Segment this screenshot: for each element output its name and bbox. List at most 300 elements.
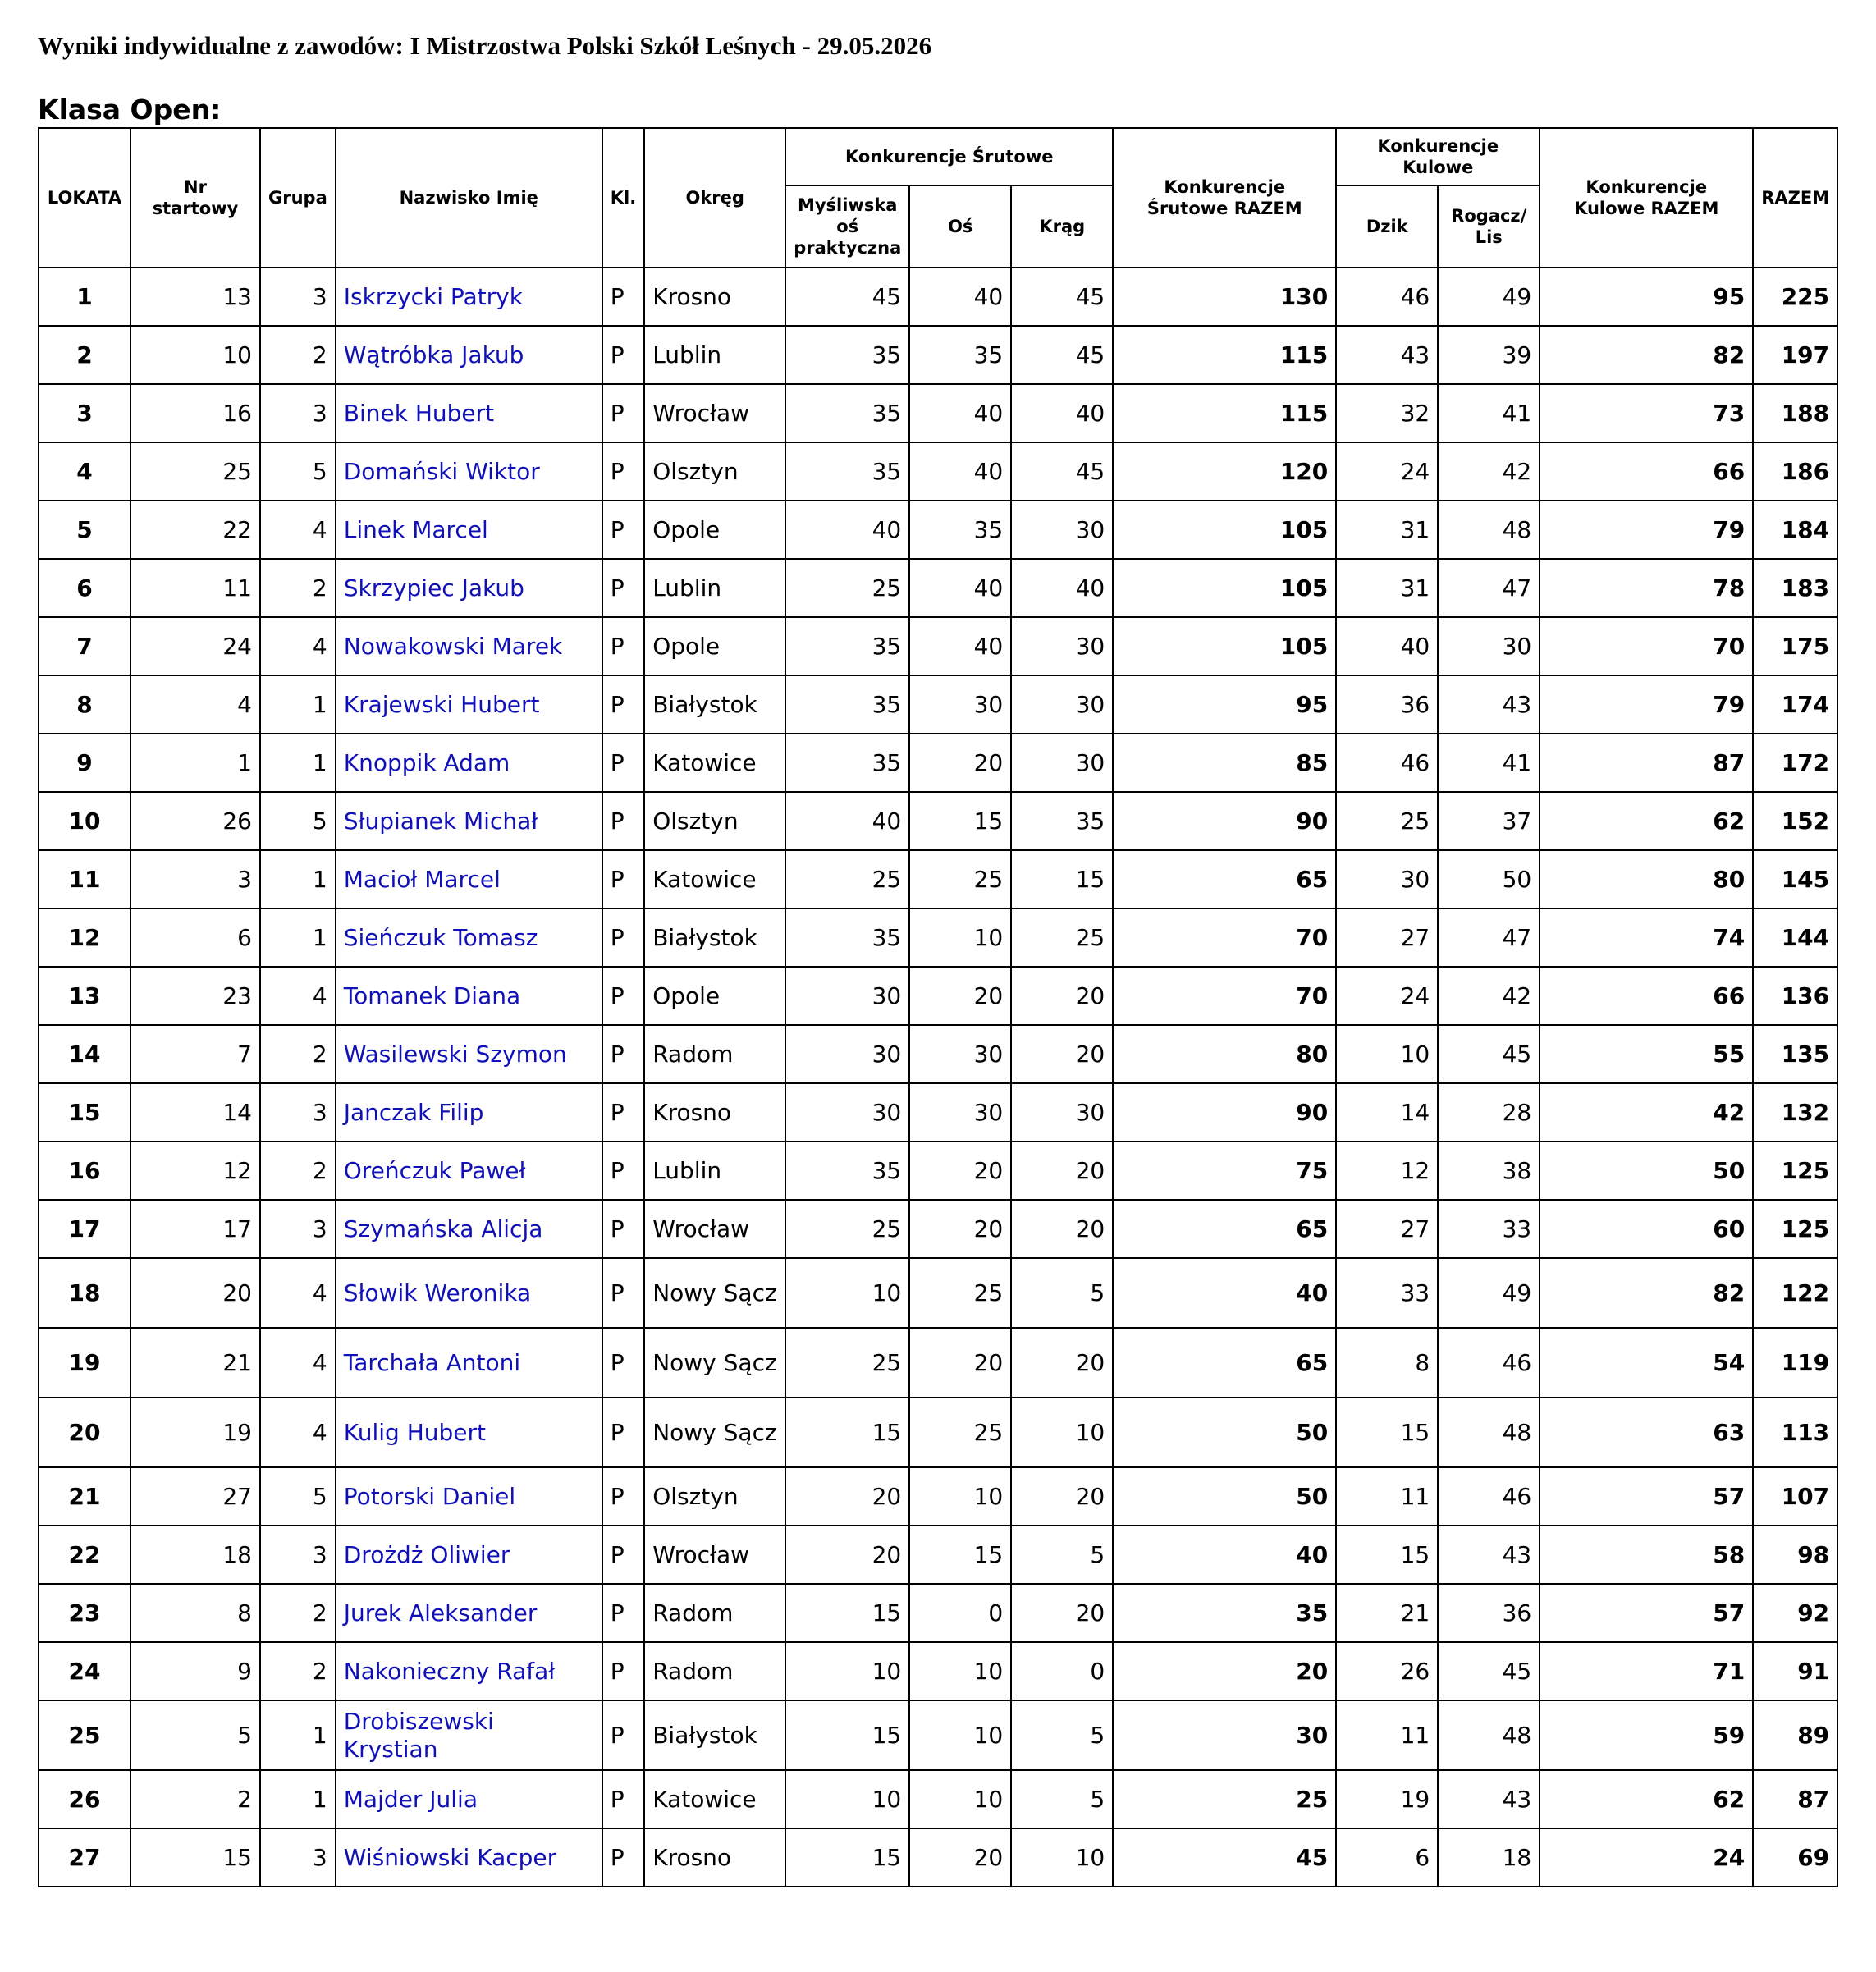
cell-okreg: Białystok — [644, 675, 785, 734]
header-nr-startowy: Nr startowy — [130, 128, 260, 268]
cell-nr-startowy: 25 — [130, 442, 260, 501]
cell-mysliwska-os: 40 — [785, 501, 909, 559]
cell-lokata: 9 — [39, 734, 130, 792]
cell-klasa: P — [602, 734, 644, 792]
cell-razem: 92 — [1753, 1584, 1837, 1642]
cell-krag: 20 — [1011, 1467, 1113, 1526]
cell-klasa: P — [602, 1828, 644, 1887]
cell-razem: 225 — [1753, 268, 1837, 326]
table-row — [39, 1398, 1837, 1467]
cell-kulowe-razem: 60 — [1540, 1200, 1753, 1258]
cell-kulowe-razem: 50 — [1540, 1142, 1753, 1200]
header-okreg: Okręg — [644, 128, 785, 268]
cell-rogacz-lis: 33 — [1438, 1200, 1540, 1258]
cell-klasa: P — [602, 559, 644, 617]
cell-nazwisko-imie: Krajewski Hubert — [336, 675, 602, 734]
cell-okreg: Krosno — [644, 1828, 785, 1887]
cell-kulowe-razem: 62 — [1540, 1770, 1753, 1828]
cell-rogacz-lis: 46 — [1438, 1467, 1540, 1526]
cell-os: 10 — [909, 1642, 1011, 1700]
table-row — [39, 1700, 1837, 1770]
cell-kulowe-razem: 66 — [1540, 967, 1753, 1025]
cell-nazwisko-imie: Binek Hubert — [336, 384, 602, 442]
cell-rogacz-lis: 46 — [1438, 1328, 1540, 1398]
cell-razem: 172 — [1753, 734, 1837, 792]
cell-dzik: 25 — [1336, 792, 1438, 850]
table-row — [39, 1258, 1837, 1328]
cell-mysliwska-os: 10 — [785, 1258, 909, 1328]
cell-grupa: 3 — [260, 1828, 336, 1887]
cell-nazwisko-imie: Tarchała Antoni — [336, 1328, 602, 1398]
cell-krag: 25 — [1011, 908, 1113, 967]
cell-os: 30 — [909, 1083, 1011, 1142]
cell-grupa: 1 — [260, 850, 336, 908]
cell-okreg: Olsztyn — [644, 442, 785, 501]
cell-okreg: Wrocław — [644, 384, 785, 442]
cell-krag: 35 — [1011, 792, 1113, 850]
cell-lokata: 24 — [39, 1642, 130, 1700]
cell-mysliwska-os: 35 — [785, 617, 909, 675]
cell-klasa: P — [602, 1700, 644, 1770]
cell-dzik: 46 — [1336, 734, 1438, 792]
cell-nr-startowy: 4 — [130, 675, 260, 734]
cell-rogacz-lis: 45 — [1438, 1025, 1540, 1083]
cell-grupa: 3 — [260, 1526, 336, 1584]
cell-lokata: 5 — [39, 501, 130, 559]
cell-nr-startowy: 20 — [130, 1258, 260, 1328]
cell-razem: 186 — [1753, 442, 1837, 501]
cell-krag: 40 — [1011, 559, 1113, 617]
cell-srutowe-razem: 75 — [1113, 1142, 1336, 1200]
cell-okreg: Olsztyn — [644, 792, 785, 850]
cell-os: 0 — [909, 1584, 1011, 1642]
cell-grupa: 2 — [260, 1025, 336, 1083]
cell-grupa: 1 — [260, 1700, 336, 1770]
cell-kulowe-razem: 24 — [1540, 1828, 1753, 1887]
cell-rogacz-lis: 30 — [1438, 617, 1540, 675]
cell-grupa: 5 — [260, 442, 336, 501]
cell-kulowe-razem: 95 — [1540, 268, 1753, 326]
cell-krag: 30 — [1011, 675, 1113, 734]
cell-os: 20 — [909, 967, 1011, 1025]
table-row — [39, 1584, 1837, 1642]
cell-krag: 45 — [1011, 268, 1113, 326]
cell-rogacz-lis: 36 — [1438, 1584, 1540, 1642]
cell-os: 10 — [909, 1700, 1011, 1770]
cell-srutowe-razem: 50 — [1113, 1398, 1336, 1467]
cell-razem: 132 — [1753, 1083, 1837, 1142]
cell-grupa: 4 — [260, 1328, 336, 1398]
cell-srutowe-razem: 105 — [1113, 559, 1336, 617]
cell-okreg: Krosno — [644, 1083, 785, 1142]
cell-krag: 20 — [1011, 1025, 1113, 1083]
cell-dzik: 46 — [1336, 268, 1438, 326]
cell-klasa: P — [602, 675, 644, 734]
cell-razem: 144 — [1753, 908, 1837, 967]
cell-srutowe-razem: 85 — [1113, 734, 1336, 792]
cell-rogacz-lis: 47 — [1438, 559, 1540, 617]
cell-kulowe-razem: 87 — [1540, 734, 1753, 792]
cell-nazwisko-imie: Słupianek Michał — [336, 792, 602, 850]
cell-grupa: 2 — [260, 559, 336, 617]
cell-rogacz-lis: 48 — [1438, 1700, 1540, 1770]
cell-razem: 107 — [1753, 1467, 1837, 1526]
cell-okreg: Katowice — [644, 1770, 785, 1828]
cell-kulowe-razem: 62 — [1540, 792, 1753, 850]
table-row — [39, 1142, 1837, 1200]
cell-lokata: 10 — [39, 792, 130, 850]
cell-krag: 10 — [1011, 1828, 1113, 1887]
cell-srutowe-razem: 65 — [1113, 1200, 1336, 1258]
cell-mysliwska-os: 35 — [785, 675, 909, 734]
cell-rogacz-lis: 43 — [1438, 675, 1540, 734]
cell-dzik: 40 — [1336, 617, 1438, 675]
cell-krag: 20 — [1011, 1328, 1113, 1398]
cell-klasa: P — [602, 967, 644, 1025]
cell-lokata: 6 — [39, 559, 130, 617]
cell-mysliwska-os: 30 — [785, 1083, 909, 1142]
cell-os: 20 — [909, 734, 1011, 792]
cell-grupa: 2 — [260, 326, 336, 384]
cell-srutowe-razem: 90 — [1113, 1083, 1336, 1142]
cell-lokata: 8 — [39, 675, 130, 734]
cell-grupa: 4 — [260, 1258, 336, 1328]
cell-klasa: P — [602, 617, 644, 675]
cell-mysliwska-os: 20 — [785, 1467, 909, 1526]
cell-lokata: 20 — [39, 1398, 130, 1467]
cell-dzik: 14 — [1336, 1083, 1438, 1142]
cell-krag: 20 — [1011, 1142, 1113, 1200]
cell-dzik: 11 — [1336, 1467, 1438, 1526]
cell-nazwisko-imie: Macioł Marcel — [336, 850, 602, 908]
cell-klasa: P — [602, 1398, 644, 1467]
cell-lokata: 23 — [39, 1584, 130, 1642]
cell-klasa: P — [602, 792, 644, 850]
cell-grupa: 4 — [260, 967, 336, 1025]
cell-nazwisko-imie: Nakonieczny Rafał — [336, 1642, 602, 1700]
cell-mysliwska-os: 40 — [785, 792, 909, 850]
cell-lokata: 25 — [39, 1700, 130, 1770]
cell-kulowe-razem: 82 — [1540, 1258, 1753, 1328]
cell-dzik: 36 — [1336, 675, 1438, 734]
cell-rogacz-lis: 48 — [1438, 501, 1540, 559]
cell-kulowe-razem: 59 — [1540, 1700, 1753, 1770]
cell-nr-startowy: 19 — [130, 1398, 260, 1467]
cell-kulowe-razem: 74 — [1540, 908, 1753, 967]
cell-srutowe-razem: 130 — [1113, 268, 1336, 326]
cell-grupa: 1 — [260, 908, 336, 967]
cell-srutowe-razem: 35 — [1113, 1584, 1336, 1642]
cell-dzik: 24 — [1336, 967, 1438, 1025]
cell-dzik: 12 — [1336, 1142, 1438, 1200]
table-row — [39, 268, 1837, 326]
cell-nr-startowy: 13 — [130, 268, 260, 326]
cell-okreg: Nowy Sącz — [644, 1328, 785, 1398]
cell-nr-startowy: 17 — [130, 1200, 260, 1258]
cell-nr-startowy: 22 — [130, 501, 260, 559]
cell-mysliwska-os: 15 — [785, 1828, 909, 1887]
cell-rogacz-lis: 43 — [1438, 1770, 1540, 1828]
cell-srutowe-razem: 40 — [1113, 1258, 1336, 1328]
cell-mysliwska-os: 25 — [785, 1200, 909, 1258]
cell-srutowe-razem: 50 — [1113, 1467, 1336, 1526]
cell-mysliwska-os: 35 — [785, 908, 909, 967]
cell-okreg: Opole — [644, 501, 785, 559]
cell-grupa: 5 — [260, 1467, 336, 1526]
cell-lokata: 4 — [39, 442, 130, 501]
table-row — [39, 326, 1837, 384]
header-rogacz-lis: Rogacz/ Lis — [1438, 185, 1540, 268]
cell-dzik: 6 — [1336, 1828, 1438, 1887]
header-krag: Krąg — [1011, 185, 1113, 268]
table-row — [39, 1025, 1837, 1083]
cell-grupa: 3 — [260, 384, 336, 442]
cell-krag: 20 — [1011, 967, 1113, 1025]
cell-dzik: 31 — [1336, 501, 1438, 559]
cell-okreg: Radom — [644, 1584, 785, 1642]
cell-kulowe-razem: 78 — [1540, 559, 1753, 617]
cell-okreg: Radom — [644, 1642, 785, 1700]
cell-os: 40 — [909, 268, 1011, 326]
cell-lokata: 11 — [39, 850, 130, 908]
cell-nazwisko-imie: Sieńczuk Tomasz — [336, 908, 602, 967]
cell-os: 25 — [909, 1398, 1011, 1467]
table-row — [39, 1828, 1837, 1887]
cell-srutowe-razem: 105 — [1113, 501, 1336, 559]
cell-okreg: Lublin — [644, 326, 785, 384]
cell-kulowe-razem: 66 — [1540, 442, 1753, 501]
cell-dzik: 33 — [1336, 1258, 1438, 1328]
cell-srutowe-razem: 120 — [1113, 442, 1336, 501]
cell-rogacz-lis: 41 — [1438, 384, 1540, 442]
cell-razem: 184 — [1753, 501, 1837, 559]
cell-rogacz-lis: 42 — [1438, 442, 1540, 501]
cell-nazwisko-imie: Wiśniowski Kacper — [336, 1828, 602, 1887]
cell-dzik: 11 — [1336, 1700, 1438, 1770]
cell-kulowe-razem: 79 — [1540, 675, 1753, 734]
cell-okreg: Katowice — [644, 734, 785, 792]
cell-dzik: 32 — [1336, 384, 1438, 442]
cell-os: 10 — [909, 1467, 1011, 1526]
cell-srutowe-razem: 30 — [1113, 1700, 1336, 1770]
cell-razem: 125 — [1753, 1142, 1837, 1200]
cell-lokata: 27 — [39, 1828, 130, 1887]
cell-krag: 5 — [1011, 1526, 1113, 1584]
cell-srutowe-razem: 65 — [1113, 850, 1336, 908]
cell-nr-startowy: 26 — [130, 792, 260, 850]
cell-nazwisko-imie: Wasilewski Szymon — [336, 1025, 602, 1083]
cell-nr-startowy: 18 — [130, 1526, 260, 1584]
cell-lokata: 14 — [39, 1025, 130, 1083]
cell-os: 40 — [909, 442, 1011, 501]
cell-nazwisko-imie: Drożdż Oliwier — [336, 1526, 602, 1584]
cell-razem: 98 — [1753, 1526, 1837, 1584]
cell-srutowe-razem: 70 — [1113, 908, 1336, 967]
cell-os: 40 — [909, 617, 1011, 675]
class-heading: Klasa Open: — [38, 94, 222, 126]
header-konkurencje-kulowe: Konkurencje Kulowe — [1336, 128, 1540, 185]
cell-razem: 174 — [1753, 675, 1837, 734]
cell-nr-startowy: 3 — [130, 850, 260, 908]
cell-okreg: Białystok — [644, 908, 785, 967]
cell-nazwisko-imie: Iskrzycki Patryk — [336, 268, 602, 326]
cell-grupa: 4 — [260, 1398, 336, 1467]
table-row — [39, 734, 1837, 792]
cell-krag: 0 — [1011, 1642, 1113, 1700]
cell-os: 15 — [909, 792, 1011, 850]
cell-rogacz-lis: 47 — [1438, 908, 1540, 967]
cell-okreg: Katowice — [644, 850, 785, 908]
cell-nazwisko-imie: Słowik Weronika — [336, 1258, 602, 1328]
cell-rogacz-lis: 28 — [1438, 1083, 1540, 1142]
cell-mysliwska-os: 15 — [785, 1584, 909, 1642]
cell-nazwisko-imie: Janczak Filip — [336, 1083, 602, 1142]
cell-grupa: 4 — [260, 617, 336, 675]
cell-razem: 188 — [1753, 384, 1837, 442]
cell-krag: 30 — [1011, 501, 1113, 559]
cell-krag: 45 — [1011, 326, 1113, 384]
cell-nr-startowy: 10 — [130, 326, 260, 384]
cell-nazwisko-imie: Nowakowski Marek — [336, 617, 602, 675]
cell-os: 10 — [909, 908, 1011, 967]
cell-razem: 113 — [1753, 1398, 1837, 1467]
cell-grupa: 1 — [260, 734, 336, 792]
cell-lokata: 3 — [39, 384, 130, 442]
table-row — [39, 1526, 1837, 1584]
cell-nazwisko-imie: Kulig Hubert — [336, 1398, 602, 1467]
cell-os: 20 — [909, 1142, 1011, 1200]
cell-krag: 5 — [1011, 1770, 1113, 1828]
cell-klasa: P — [602, 501, 644, 559]
header-mysliwska-os: Myśliwska oś praktyczna — [785, 185, 909, 268]
cell-nazwisko-imie: Potorski Daniel — [336, 1467, 602, 1526]
cell-srutowe-razem: 95 — [1113, 675, 1336, 734]
cell-nr-startowy: 6 — [130, 908, 260, 967]
cell-klasa: P — [602, 442, 644, 501]
cell-lokata: 18 — [39, 1258, 130, 1328]
cell-razem: 135 — [1753, 1025, 1837, 1083]
cell-dzik: 21 — [1336, 1584, 1438, 1642]
cell-os: 35 — [909, 501, 1011, 559]
header-dzik: Dzik — [1336, 185, 1438, 268]
cell-kulowe-razem: 82 — [1540, 326, 1753, 384]
cell-mysliwska-os: 15 — [785, 1700, 909, 1770]
header-nazwisko-imie: Nazwisko Imię — [336, 128, 602, 268]
cell-os: 20 — [909, 1328, 1011, 1398]
cell-mysliwska-os: 45 — [785, 268, 909, 326]
cell-nr-startowy: 12 — [130, 1142, 260, 1200]
cell-srutowe-razem: 90 — [1113, 792, 1336, 850]
cell-klasa: P — [602, 1526, 644, 1584]
table-row — [39, 442, 1837, 501]
cell-nazwisko-imie: Skrzypiec Jakub — [336, 559, 602, 617]
cell-okreg: Nowy Sącz — [644, 1398, 785, 1467]
cell-nazwisko-imie: Wątróbka Jakub — [336, 326, 602, 384]
cell-nazwisko-imie: Domański Wiktor — [336, 442, 602, 501]
cell-krag: 40 — [1011, 384, 1113, 442]
header-kulowe-razem: Konkurencje Kulowe RAZEM — [1540, 128, 1753, 268]
cell-nr-startowy: 7 — [130, 1025, 260, 1083]
cell-rogacz-lis: 38 — [1438, 1142, 1540, 1200]
cell-nr-startowy: 16 — [130, 384, 260, 442]
cell-nr-startowy: 11 — [130, 559, 260, 617]
cell-grupa: 3 — [260, 1200, 336, 1258]
cell-srutowe-razem: 70 — [1113, 967, 1336, 1025]
cell-klasa: P — [602, 1642, 644, 1700]
cell-nr-startowy: 23 — [130, 967, 260, 1025]
cell-razem: 91 — [1753, 1642, 1837, 1700]
cell-nr-startowy: 9 — [130, 1642, 260, 1700]
cell-kulowe-razem: 70 — [1540, 617, 1753, 675]
table-row — [39, 1770, 1837, 1828]
cell-okreg: Opole — [644, 617, 785, 675]
cell-mysliwska-os: 25 — [785, 850, 909, 908]
cell-mysliwska-os: 10 — [785, 1642, 909, 1700]
cell-nr-startowy: 15 — [130, 1828, 260, 1887]
cell-krag: 20 — [1011, 1584, 1113, 1642]
cell-mysliwska-os: 25 — [785, 1328, 909, 1398]
cell-os: 35 — [909, 326, 1011, 384]
cell-mysliwska-os: 25 — [785, 559, 909, 617]
cell-kulowe-razem: 80 — [1540, 850, 1753, 908]
cell-rogacz-lis: 48 — [1438, 1398, 1540, 1467]
cell-lokata: 17 — [39, 1200, 130, 1258]
cell-lokata: 15 — [39, 1083, 130, 1142]
cell-okreg: Olsztyn — [644, 1467, 785, 1526]
cell-krag: 15 — [1011, 850, 1113, 908]
table-row — [39, 675, 1837, 734]
cell-grupa: 5 — [260, 792, 336, 850]
header-klasa: Kl. — [602, 128, 644, 268]
page-title: Wyniki indywidualne z zawodów: I Mistrzostwa Polski Szkół Leśnych - 29.05.2026 — [38, 31, 932, 60]
header-lokata: LOKATA — [39, 128, 130, 268]
cell-os: 20 — [909, 1200, 1011, 1258]
cell-krag: 30 — [1011, 734, 1113, 792]
cell-rogacz-lis: 43 — [1438, 1526, 1540, 1584]
cell-mysliwska-os: 35 — [785, 384, 909, 442]
cell-mysliwska-os: 35 — [785, 442, 909, 501]
cell-klasa: P — [602, 268, 644, 326]
cell-razem: 89 — [1753, 1700, 1837, 1770]
cell-razem: 125 — [1753, 1200, 1837, 1258]
cell-mysliwska-os: 35 — [785, 1142, 909, 1200]
cell-razem: 183 — [1753, 559, 1837, 617]
cell-rogacz-lis: 50 — [1438, 850, 1540, 908]
cell-dzik: 27 — [1336, 1200, 1438, 1258]
table-row — [39, 559, 1837, 617]
cell-mysliwska-os: 35 — [785, 326, 909, 384]
table-row — [39, 1467, 1837, 1526]
cell-srutowe-razem: 20 — [1113, 1642, 1336, 1700]
cell-razem: 145 — [1753, 850, 1837, 908]
cell-razem: 69 — [1753, 1828, 1837, 1887]
cell-mysliwska-os: 15 — [785, 1398, 909, 1467]
cell-os: 40 — [909, 384, 1011, 442]
cell-lokata: 12 — [39, 908, 130, 967]
cell-kulowe-razem: 55 — [1540, 1025, 1753, 1083]
cell-lokata: 7 — [39, 617, 130, 675]
cell-razem: 175 — [1753, 617, 1837, 675]
table-row — [39, 1083, 1837, 1142]
cell-lokata: 1 — [39, 268, 130, 326]
cell-srutowe-razem: 115 — [1113, 326, 1336, 384]
cell-srutowe-razem: 65 — [1113, 1328, 1336, 1398]
cell-nr-startowy: 1 — [130, 734, 260, 792]
cell-dzik: 43 — [1336, 326, 1438, 384]
cell-lokata: 26 — [39, 1770, 130, 1828]
cell-nazwisko-imie: Linek Marcel — [336, 501, 602, 559]
cell-grupa: 1 — [260, 1770, 336, 1828]
